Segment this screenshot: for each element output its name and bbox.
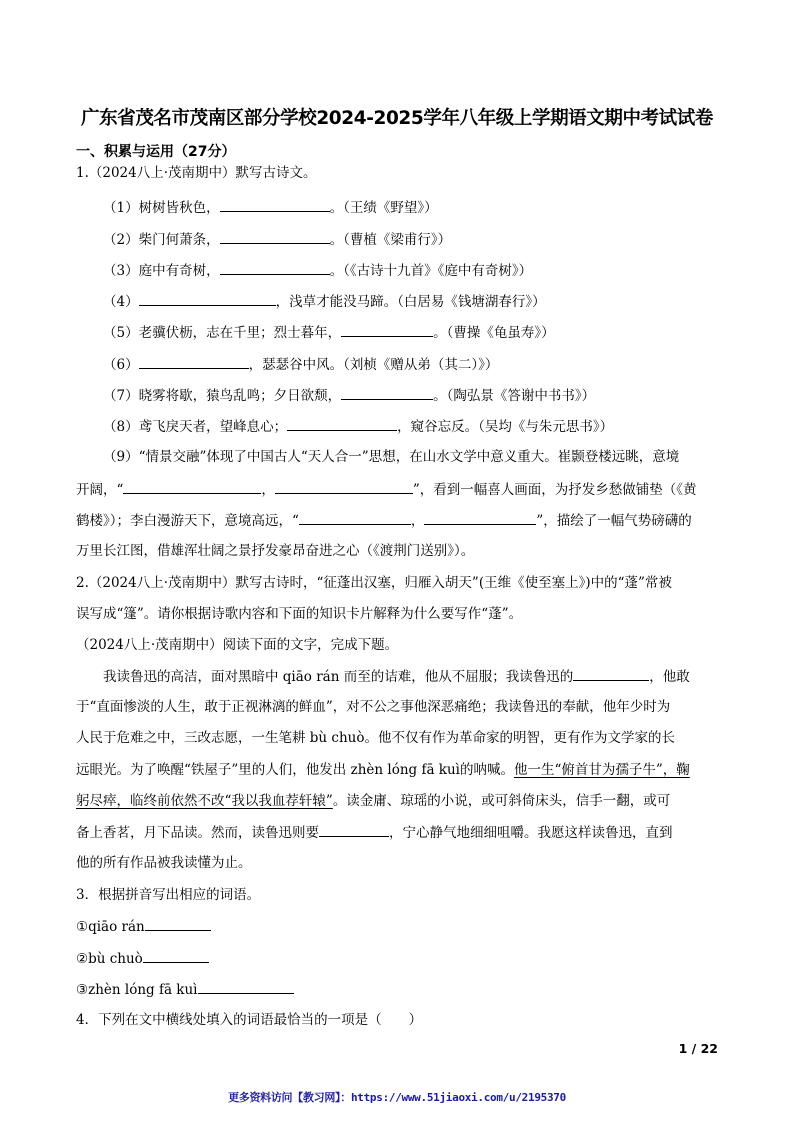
answer-blank[interactable] xyxy=(319,822,389,837)
passage-line: 于“直面惨淡的人生，敢于正视淋漓的鲜血”，对不公之事他深恶痛绝；我读鲁迅的奉献，他年少时为 xyxy=(76,699,671,715)
q1-item-5: （5）老骥伏枥，志在千里；烈士暮年， 。（曹操《龟虽寿》） xyxy=(103,322,555,343)
q3-item: ②bù chuò xyxy=(76,948,209,969)
page-number: 1 / 22 xyxy=(678,1041,718,1056)
answer-blank[interactable] xyxy=(123,479,261,494)
q1-item-9-line3: 鹤楼》）；李白漫游天下，意境高远，“ ， ”，描绘了一幅气势磅礴的 xyxy=(76,510,692,531)
answer-blank[interactable] xyxy=(198,979,294,994)
q3-item: ①qiāo rán xyxy=(76,916,211,937)
q1-item-8: （8）鸢飞戾天者，望峰息心； ，窥谷忘反。（吴均《与朱元思书》） xyxy=(103,416,613,437)
q1-item-2: （2）柴门何萧条， 。（曹植《梁甫行》） xyxy=(103,229,451,250)
underlined-text: 躬尽瘁，临终前依然不改“我以我血荐轩辕” xyxy=(76,793,333,809)
q1-item-9-line1: （9）“情景交融”体现了中国古人“天人合一”思想，在山水文学中意义重大。崔颢登楼远眺，意境 xyxy=(103,449,680,465)
q1-stem: 1.（2024八上·茂南期中）默写古诗文。 xyxy=(76,165,317,181)
passage-line: 躬尽瘁，临终前依然不改“我以我血荐轩辕”。读金庸、琼瑶的小说，或可斜倚床头，信手一翻，或可 xyxy=(76,793,671,809)
answer-blank[interactable] xyxy=(220,229,330,244)
q3-stem: 3．根据拼音写出相应的词语。 xyxy=(76,887,261,903)
answer-blank[interactable] xyxy=(573,666,649,681)
answer-blank[interactable] xyxy=(220,260,330,275)
answer-blank[interactable] xyxy=(139,354,249,369)
q1-item-9-line4: 万里长江图，借雄浑壮阔之景抒发豪昂奋进之心（《渡荆门送别》）。 xyxy=(76,543,475,559)
q1-item-9-line2: 开阔，“ ， ”，看到一幅喜人画面，为抒发乡愁做铺垫（《黄 xyxy=(76,479,697,500)
answer-blank[interactable] xyxy=(139,291,276,306)
q3-item: ③zhèn lóng fā kuì xyxy=(76,979,294,1000)
q1-item-4: （4） ，浅草才能没马蹄。（白居易《钱塘湖春行》） xyxy=(103,291,546,312)
answer-blank[interactable] xyxy=(341,385,433,400)
reading-intro: （2024八上·茂南期中）阅读下面的文字，完成下题。 xyxy=(76,637,399,653)
q1-item-3: （3）庭中有奇树， 。（《古诗十九首》《庭中有奇树》） xyxy=(103,260,532,281)
q1-item-7: （7）晓雾将歇，猿鸟乱鸣；夕日欲颓， 。（陶弘景《答谢中书书》） xyxy=(103,385,595,406)
q1-item-6: （6） ，瑟瑟谷中风。（刘桢《赠从弟（其二）》） xyxy=(103,354,498,375)
answer-blank[interactable] xyxy=(341,322,433,337)
passage-line: 我读鲁迅的高洁，面对黑暗中 qiāo rán 而至的诘难，他从不屈服；我读鲁迅的 ，他敢 xyxy=(103,666,690,687)
answer-blank[interactable] xyxy=(145,916,211,931)
answer-blank[interactable] xyxy=(143,948,209,963)
q2-line2: 误写成“篷”。请你根据诗歌内容和下面的知识卡片解释为什么要写作“蓬”。 xyxy=(76,606,523,622)
q4-stem: 4．下列在文中横线处填入的词语最恰当的一项是（ ） xyxy=(76,1012,423,1028)
answer-blank[interactable] xyxy=(424,510,536,525)
underlined-text: 他一生“俯首甘为孺子牛”，鞠 xyxy=(513,762,690,778)
passage-line: 人民于危难之中，三改志愿，一生笔耕 bù chuò。他不仅有作为革命家的明智，更有作为文学家的长 xyxy=(76,730,675,746)
q2-line1: 2.（2024八上·茂南期中）默写古诗时，“征蓬出汉塞，归雁入胡天”(王维《使至塞上》)中的“蓬”常被 xyxy=(76,575,672,591)
answer-blank[interactable] xyxy=(287,416,397,431)
page-title: 广东省茂名市茂南区部分学校2024-2025学年八年级上学期语文期中考试试卷 xyxy=(81,108,713,129)
answer-blank[interactable] xyxy=(275,479,413,494)
answer-blank[interactable] xyxy=(220,197,330,212)
passage-line: 他的所有作品被我读懂为止。 xyxy=(76,855,252,871)
passage-line: 备上香茗，月下品读。然而，读鲁迅则要 ，宁心静气地细细咀嚼。我愿这样读鲁迅，直到 xyxy=(76,822,673,843)
footer-link[interactable]: 更多资料访问【教习网】：https://www.51jiaoxi.com/u/2195370 xyxy=(228,1091,566,1104)
q1-item-1: （1）树树皆秋色， 。（王绩《野望》） xyxy=(103,197,438,218)
passage-line: 远眼光。为了唤醒“铁屋子”里的人们，他发出 zhèn lóng fā kuì的呐喊。他一生“俯首甘为孺子牛”，鞠 xyxy=(76,762,690,778)
answer-blank[interactable] xyxy=(299,510,411,525)
section-heading: 一、积累与运用（27分） xyxy=(76,144,236,160)
